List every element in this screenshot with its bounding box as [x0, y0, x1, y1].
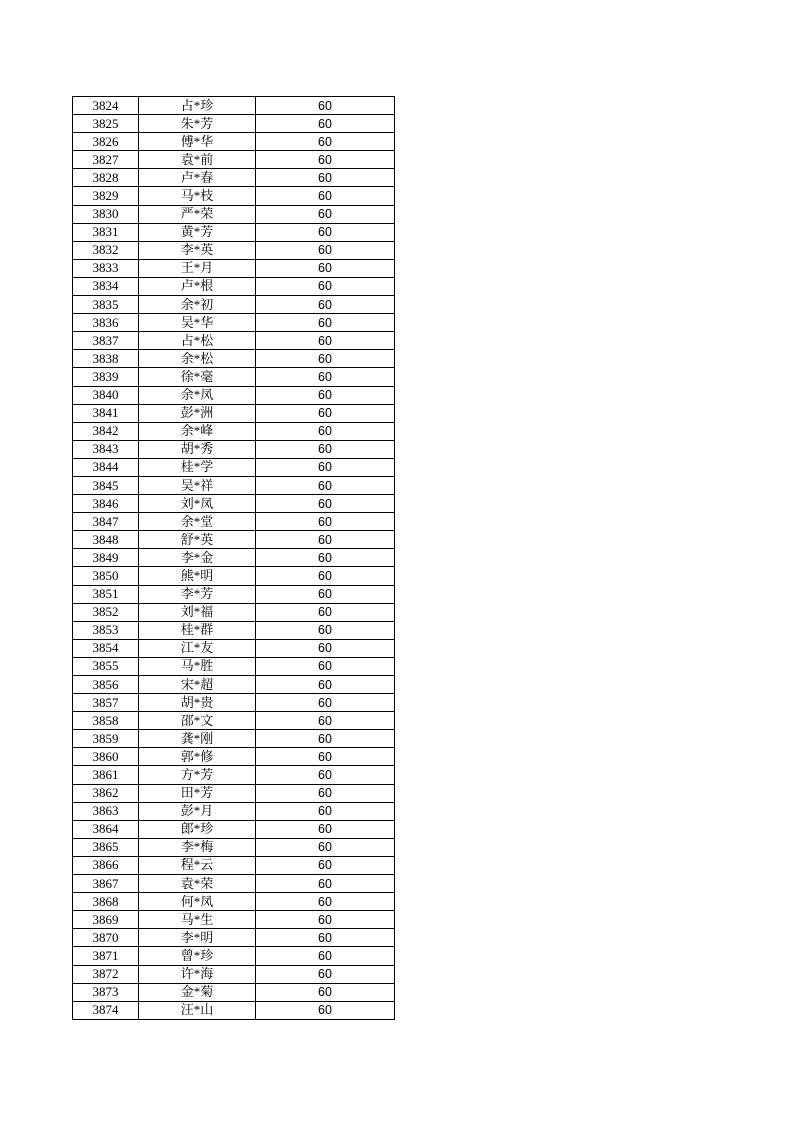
cell-value: 60 [256, 838, 395, 856]
cell-number: 3834 [73, 277, 139, 295]
table-row [73, 911, 395, 929]
cell-number: 3843 [73, 440, 139, 458]
cell-value: 60 [256, 712, 395, 730]
cell-number: 3837 [73, 332, 139, 350]
cell-value: 60 [256, 115, 395, 133]
table-row [73, 856, 395, 874]
cell-name: 李*英 [139, 241, 256, 259]
cell-name: 李*梅 [139, 838, 256, 856]
cell-value: 60 [256, 495, 395, 513]
cell-number: 3831 [73, 223, 139, 241]
cell-value: 60 [256, 947, 395, 965]
table-row [73, 784, 395, 802]
cell-name: 徐*毫 [139, 368, 256, 386]
cell-name: 黄*芳 [139, 223, 256, 241]
table-row [73, 513, 395, 531]
cell-number: 3854 [73, 639, 139, 657]
cell-name: 刘*福 [139, 603, 256, 621]
cell-name: 曾*珍 [139, 947, 256, 965]
cell-name: 刘*凤 [139, 495, 256, 513]
cell-value: 60 [256, 223, 395, 241]
cell-value: 60 [256, 567, 395, 585]
cell-value: 60 [256, 549, 395, 567]
cell-name: 王*月 [139, 259, 256, 277]
cell-number: 3855 [73, 657, 139, 675]
cell-number: 3850 [73, 567, 139, 585]
data-table [72, 96, 395, 1020]
cell-number: 3867 [73, 875, 139, 893]
cell-number: 3838 [73, 350, 139, 368]
cell-number: 3874 [73, 1001, 139, 1019]
table-row [73, 115, 395, 133]
cell-number: 3852 [73, 603, 139, 621]
cell-number: 3866 [73, 856, 139, 874]
cell-name: 程*云 [139, 856, 256, 874]
cell-number: 3863 [73, 802, 139, 820]
table-row [73, 875, 395, 893]
cell-name: 何*凤 [139, 893, 256, 911]
cell-number: 3829 [73, 187, 139, 205]
cell-value: 60 [256, 314, 395, 332]
table-row [73, 187, 395, 205]
cell-name: 余*堂 [139, 513, 256, 531]
table-row [73, 983, 395, 1001]
table-row [73, 820, 395, 838]
cell-number: 3839 [73, 368, 139, 386]
cell-number: 3835 [73, 296, 139, 314]
cell-name: 占*松 [139, 332, 256, 350]
cell-number: 3853 [73, 621, 139, 639]
cell-name: 卢*根 [139, 277, 256, 295]
cell-value: 60 [256, 513, 395, 531]
cell-number: 3827 [73, 151, 139, 169]
cell-value: 60 [256, 440, 395, 458]
cell-number: 3860 [73, 748, 139, 766]
cell-value: 60 [256, 748, 395, 766]
table-row [73, 531, 395, 549]
cell-name: 方*芳 [139, 766, 256, 784]
cell-name: 郭*修 [139, 748, 256, 766]
table-row [73, 676, 395, 694]
cell-number: 3847 [73, 513, 139, 531]
cell-value: 60 [256, 97, 395, 115]
cell-name: 马*生 [139, 911, 256, 929]
cell-name: 郎*珍 [139, 820, 256, 838]
table-row [73, 802, 395, 820]
table-row [73, 440, 395, 458]
table-row [73, 169, 395, 187]
table-row [73, 838, 395, 856]
cell-name: 余*凤 [139, 386, 256, 404]
table-row [73, 567, 395, 585]
cell-value: 60 [256, 621, 395, 639]
cell-name: 吴*华 [139, 314, 256, 332]
cell-value: 60 [256, 676, 395, 694]
cell-value: 60 [256, 332, 395, 350]
cell-name: 李*金 [139, 549, 256, 567]
cell-number: 3861 [73, 766, 139, 784]
cell-name: 舒*英 [139, 531, 256, 549]
cell-name: 田*芳 [139, 784, 256, 802]
table-row [73, 458, 395, 476]
cell-number: 3841 [73, 404, 139, 422]
table-row [73, 386, 395, 404]
cell-number: 3869 [73, 911, 139, 929]
cell-name: 李*明 [139, 929, 256, 947]
cell-name: 龚*刚 [139, 730, 256, 748]
table-row [73, 621, 395, 639]
cell-value: 60 [256, 802, 395, 820]
cell-value: 60 [256, 404, 395, 422]
cell-number: 3842 [73, 422, 139, 440]
cell-name: 卢*春 [139, 169, 256, 187]
cell-value: 60 [256, 585, 395, 603]
table-row [73, 296, 395, 314]
cell-value: 60 [256, 133, 395, 151]
cell-name: 袁*前 [139, 151, 256, 169]
table-row [73, 332, 395, 350]
table-row [73, 151, 395, 169]
cell-value: 60 [256, 929, 395, 947]
cell-value: 60 [256, 241, 395, 259]
cell-name: 傅*华 [139, 133, 256, 151]
cell-name: 彭*洲 [139, 404, 256, 422]
cell-value: 60 [256, 820, 395, 838]
cell-number: 3832 [73, 241, 139, 259]
cell-value: 60 [256, 983, 395, 1001]
cell-value: 60 [256, 422, 395, 440]
cell-number: 3828 [73, 169, 139, 187]
cell-number: 3824 [73, 97, 139, 115]
cell-number: 3830 [73, 205, 139, 223]
cell-number: 3849 [73, 549, 139, 567]
cell-number: 3840 [73, 386, 139, 404]
table-row [73, 603, 395, 621]
table-row [73, 314, 395, 332]
cell-name: 吴*祥 [139, 476, 256, 494]
table-row [73, 549, 395, 567]
cell-number: 3845 [73, 476, 139, 494]
cell-number: 3851 [73, 585, 139, 603]
cell-number: 3872 [73, 965, 139, 983]
cell-number: 3826 [73, 133, 139, 151]
table-row [73, 205, 395, 223]
cell-number: 3859 [73, 730, 139, 748]
cell-name: 熊*明 [139, 567, 256, 585]
cell-value: 60 [256, 296, 395, 314]
cell-value: 60 [256, 1001, 395, 1019]
cell-name: 朱*芳 [139, 115, 256, 133]
cell-number: 3836 [73, 314, 139, 332]
cell-name: 严*荣 [139, 205, 256, 223]
table-row [73, 223, 395, 241]
table-body [73, 97, 395, 1020]
cell-number: 3862 [73, 784, 139, 802]
table-row [73, 422, 395, 440]
table-row [73, 639, 395, 657]
cell-number: 3825 [73, 115, 139, 133]
table-row [73, 259, 395, 277]
cell-name: 马*胜 [139, 657, 256, 675]
cell-name: 汪*山 [139, 1001, 256, 1019]
cell-value: 60 [256, 657, 395, 675]
cell-value: 60 [256, 169, 395, 187]
table-row [73, 350, 395, 368]
cell-value: 60 [256, 458, 395, 476]
cell-value: 60 [256, 386, 395, 404]
cell-value: 60 [256, 911, 395, 929]
table-row [73, 1001, 395, 1019]
cell-name: 袁*荣 [139, 875, 256, 893]
cell-name: 马*枝 [139, 187, 256, 205]
cell-name: 桂*学 [139, 458, 256, 476]
cell-number: 3857 [73, 694, 139, 712]
cell-number: 3868 [73, 893, 139, 911]
table-row [73, 241, 395, 259]
table-row [73, 694, 395, 712]
cell-name: 金*菊 [139, 983, 256, 1001]
cell-value: 60 [256, 893, 395, 911]
cell-number: 3864 [73, 820, 139, 838]
cell-value: 60 [256, 639, 395, 657]
cell-value: 60 [256, 603, 395, 621]
cell-name: 宋*超 [139, 676, 256, 694]
table-row [73, 712, 395, 730]
table-row [73, 893, 395, 911]
cell-name: 江*友 [139, 639, 256, 657]
cell-number: 3871 [73, 947, 139, 965]
table-row [73, 657, 395, 675]
cell-value: 60 [256, 476, 395, 494]
cell-value: 60 [256, 259, 395, 277]
table-row [73, 404, 395, 422]
table-row [73, 277, 395, 295]
table-row [73, 476, 395, 494]
cell-value: 60 [256, 730, 395, 748]
cell-number: 3833 [73, 259, 139, 277]
cell-value: 60 [256, 151, 395, 169]
table-row [73, 748, 395, 766]
cell-value: 60 [256, 368, 395, 386]
cell-value: 60 [256, 277, 395, 295]
table-row [73, 495, 395, 513]
cell-name: 余*初 [139, 296, 256, 314]
cell-value: 60 [256, 965, 395, 983]
cell-name: 邵*文 [139, 712, 256, 730]
cell-value: 60 [256, 350, 395, 368]
cell-number: 3846 [73, 495, 139, 513]
table-row [73, 947, 395, 965]
cell-name: 胡*秀 [139, 440, 256, 458]
cell-number: 3865 [73, 838, 139, 856]
cell-number: 3858 [73, 712, 139, 730]
table-row [73, 730, 395, 748]
cell-value: 60 [256, 766, 395, 784]
cell-value: 60 [256, 784, 395, 802]
cell-name: 占*珍 [139, 97, 256, 115]
table-row [73, 97, 395, 115]
cell-value: 60 [256, 694, 395, 712]
table-row [73, 766, 395, 784]
table-row [73, 368, 395, 386]
cell-number: 3873 [73, 983, 139, 1001]
table-row [73, 585, 395, 603]
cell-name: 余*峰 [139, 422, 256, 440]
cell-value: 60 [256, 531, 395, 549]
cell-name: 胡*贵 [139, 694, 256, 712]
cell-value: 60 [256, 205, 395, 223]
cell-name: 许*海 [139, 965, 256, 983]
cell-value: 60 [256, 875, 395, 893]
table-row [73, 133, 395, 151]
cell-name: 李*芳 [139, 585, 256, 603]
cell-number: 3844 [73, 458, 139, 476]
cell-name: 彭*月 [139, 802, 256, 820]
cell-value: 60 [256, 187, 395, 205]
cell-number: 3870 [73, 929, 139, 947]
table-row [73, 929, 395, 947]
cell-number: 3848 [73, 531, 139, 549]
table-row [73, 965, 395, 983]
cell-value: 60 [256, 856, 395, 874]
cell-number: 3856 [73, 676, 139, 694]
cell-name: 余*松 [139, 350, 256, 368]
cell-name: 桂*群 [139, 621, 256, 639]
